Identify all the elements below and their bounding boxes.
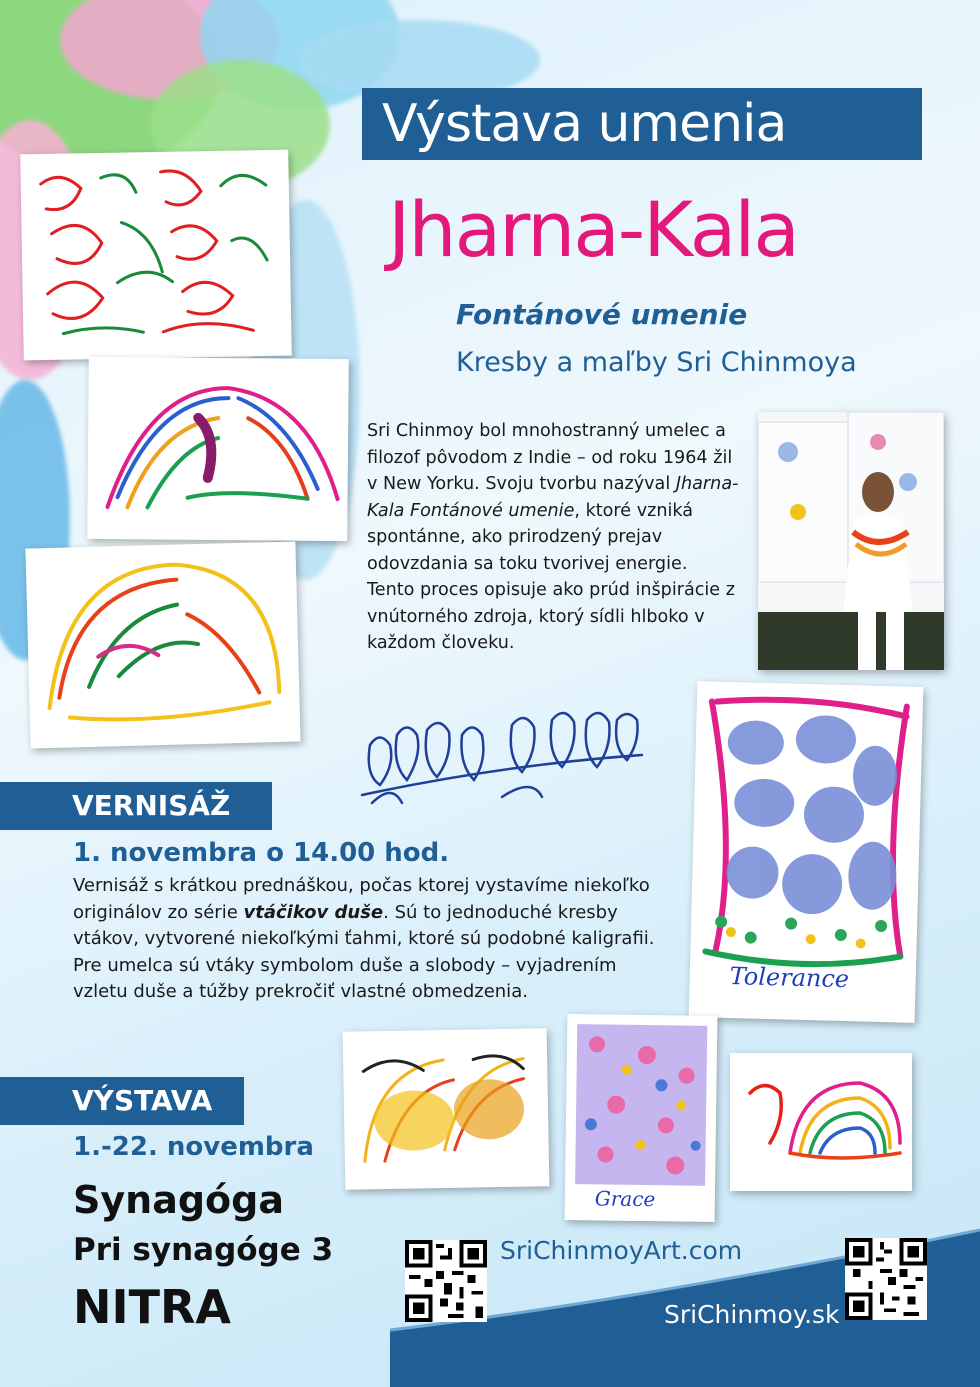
artwork-tolerance-caption: Tolerance	[729, 962, 850, 994]
page-title: Jharna-Kala	[388, 185, 798, 274]
vernisaz-emphasis: vtáčikov duše	[243, 901, 384, 923]
vernisaz-text-1: Vernisáž s krátkou prednáškou, počas ktorej vystavíme niekoľko originálov zo série	[73, 875, 650, 923]
artwork-yellow-fan-birds	[343, 1028, 550, 1190]
venue-city: NITRA	[73, 1280, 232, 1334]
vernisaz-text-2: . Sú to jednoduché kresby vtákov, vytvorené niekoľkými ťahmi, ktoré sú podobné kaligrafii. Pre umelca sú vtáky symbolom duše a slobody – vyjadrením vzletu duše a túžby prekročiť vlastné obmedzenia.	[73, 901, 655, 1002]
qr-code-right[interactable]	[845, 1238, 927, 1320]
soul-birds-drawing	[352, 705, 652, 810]
intro-paragraph	[367, 418, 739, 657]
artwork-grace-caption: Grace	[594, 1186, 656, 1212]
venue-address: Pri synagóge 3	[73, 1232, 334, 1268]
website-link-main[interactable]: SriChinmoy.sk	[664, 1300, 840, 1329]
artwork-grace	[565, 1014, 718, 1222]
intro-text-1: Sri Chinmoy bol mnohostranný umelec a filozof pôvodom z Indie – od roku 1964 žil v New Yorku. Svoju tvorbu nazýval	[367, 421, 733, 494]
subtitle-italic: Fontánové umenie	[456, 298, 748, 331]
website-link-art[interactable]: SriChinmoyArt.com	[500, 1236, 743, 1265]
vernisaz-date: 1. novembra o 14.00 hod.	[73, 838, 450, 868]
exhibition-label: Výstava umenia	[362, 88, 922, 160]
artwork-colorful-bird	[87, 357, 349, 541]
artwork-birds-red-green	[20, 150, 292, 361]
intro-emphasis: Jharna-Kala Fontánové umenie	[367, 474, 739, 521]
vystava-band: VÝSTAVA	[0, 1077, 244, 1125]
venue-name: Synagóga	[73, 1178, 284, 1222]
artwork-rainbow-bird	[730, 1053, 912, 1191]
artist-photo	[758, 412, 944, 670]
subtitle: Kresby a maľby Sri Chinmoya	[456, 347, 857, 378]
vystava-dates: 1.-22. novembra	[73, 1132, 314, 1162]
qr-code-left[interactable]	[405, 1240, 487, 1322]
vernisaz-band: VERNISÁŽ	[0, 782, 272, 830]
intro-text-2: , ktoré vzniká spontánne, ako prirodzený prejav odovzdania sa toku tvorivej energie. Tento proces opisuje ako prúd inšpirácie z vnútorného zdroja, ktorý sídli hlboko v každom človeku.	[367, 500, 735, 653]
artwork-yellow-birds	[25, 542, 300, 749]
vernisaz-text	[73, 873, 673, 1006]
artwork-tolerance	[689, 681, 924, 1023]
